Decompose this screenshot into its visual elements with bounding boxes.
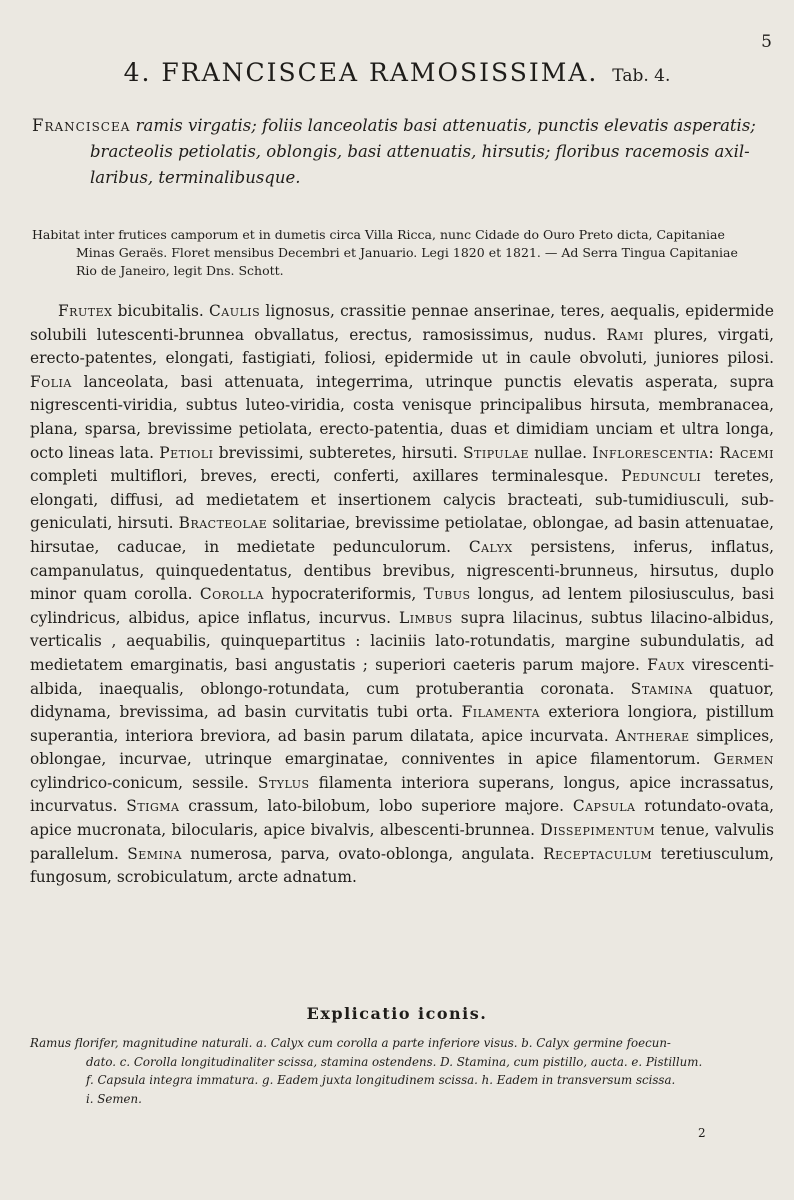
- term-folia: Folia: [30, 372, 72, 391]
- explicatio-line-3: f. Capsula integra immatura. g. Eadem juxta longitudinem scissa. h. Eadem in transversum scissa.: [86, 1073, 676, 1087]
- term-filamenta: Filamenta: [461, 703, 540, 722]
- term-stigma: Stigma: [126, 797, 180, 816]
- term-receptaculum: Receptaculum: [543, 844, 653, 863]
- explicatio-line-1: Ramus florifer, magnitudine naturali. a. Calyx cum corolla a parte inferiore visus. b. Calyx germine foecun-: [30, 1036, 671, 1050]
- diagnosis-line-3: laribus, terminalibusque.: [90, 168, 301, 187]
- plate-reference: Tab. 4.: [612, 66, 671, 86]
- text-filamenta: exteriora longiora, pistillum superantia, interiora breviora, ad basin parum dilatata, apice incurvata.: [30, 703, 774, 745]
- term-pedunculi: Pedunculi: [621, 467, 702, 486]
- habitat-line-3: Rio de Janeiro, legit Dns. Schott.: [76, 263, 284, 278]
- text-tubus: longus, ad lentem pilosiusculus, basi cylindricus, albidus, apice inflatus, incurvus.: [30, 585, 775, 627]
- diagnosis-line-1: ramis virgatis; foliis lanceolatis basi attenuatis, punctis elevatis asperatis;: [135, 116, 756, 135]
- term-dissepimentum: Dissepimentum: [540, 821, 655, 840]
- habitat-line-1: Habitat inter frutices camporum et in dumetis circa Villa Ricca, nunc Cidade do Ouro Preto dicta, Capitaniae: [32, 227, 725, 242]
- explicatio-paragraph: [30, 1034, 774, 1108]
- habitat-paragraph: [32, 226, 774, 280]
- text-corolla: hypocrateriformis,: [263, 585, 424, 604]
- text-stigma: crassum, lato-bilobum, lobo superiore majore.: [179, 797, 573, 816]
- text-stipulae: nullae.: [528, 443, 593, 462]
- term-caulis: Caulis: [208, 302, 261, 320]
- text-bracteolae: solitariae, brevissime petiolatae, oblongae, ad basin attenuatae, hirsutae, caducae, in medietate pedunculorum.: [30, 514, 774, 556]
- text-faux: virescenti-albida, inaequalis, oblongo-rotundata, cum protuberantia coronata.: [30, 655, 774, 698]
- term-bracteolae: Bracteolae: [178, 514, 268, 533]
- term-limbus: Limbus: [398, 608, 453, 627]
- text-dissepimentum: tenue, valvulis parallelum.: [30, 821, 775, 863]
- text-semina: numerosa, parva, ovato-oblonga, angulata.: [181, 844, 544, 863]
- page-number: 5: [761, 32, 772, 52]
- text-pedunculi: teretes, elongati, diffusi, ad medietatem et insertionem calycis bracteati, sub-tumidiusculi, sub-geniculati, hirsuti.: [30, 467, 774, 533]
- term-frutex: Frutex: [58, 302, 113, 320]
- text-rami: plures, virgati, erecto-patentes, elongati, fastigiati, foliosi, epidermide ut in caule obvoluti, juniores pilosi.: [30, 325, 774, 368]
- text-calyx: persistens, inferus, inflatus, campanulatus, quinquedentatus, dentibus brevibus, nigrescenti-brunneus, hirsutus, duplo minor quam corolla.: [30, 537, 774, 604]
- term-faux: Faux: [647, 655, 685, 674]
- term-capsula: Capsula: [572, 797, 636, 816]
- explicatio-line-4: i. Semen.: [86, 1091, 142, 1106]
- text-germen: cylindrico-conicum, sessile.: [30, 773, 258, 792]
- page-title: [0, 58, 794, 87]
- description-paragraph: [30, 300, 774, 890]
- diagnosis-genus: Franciscea: [32, 116, 131, 135]
- text-racemi: completi multiflori, breves, erecti, conferti, axillares terminalesque.: [30, 467, 622, 486]
- species-diagnosis: [32, 113, 772, 191]
- term-semina: Semina: [127, 844, 182, 863]
- signature-mark: 2: [698, 1126, 706, 1140]
- text-capsula: rotundato-ovata, apice mucronata, bilocularis, apice bivalvis, albescenti-brunnea.: [30, 797, 775, 840]
- text-petioli: brevissimi, subteretes, hirsuti.: [213, 443, 463, 462]
- text-antherae: simplices, oblongae, incurvae, utrinque emarginatae, conniventes in apice filamentorum.: [30, 726, 774, 769]
- text-stylus: filamenta interiora superans, longus, apice incrassatus, incurvatus.: [30, 773, 774, 816]
- term-calyx: Calyx: [468, 537, 513, 556]
- term-corolla: Corolla: [199, 585, 264, 604]
- term-petioli: Petioli: [159, 443, 214, 462]
- term-stipulae: Stipulae: [463, 443, 529, 462]
- term-racemi: Racemi: [719, 443, 774, 462]
- explicatio-heading: Explicatio iconis.: [306, 1004, 488, 1023]
- term-inflorescentia: Inflorescentia:: [592, 443, 715, 462]
- term-antherae: Antherae: [615, 726, 690, 745]
- diagnosis-line-2: bracteolis petiolatis, oblongis, basi attenuatis, hirsutis; floribus racemosis axil-: [90, 142, 750, 161]
- term-stamina: Stamina: [630, 679, 693, 698]
- text-stamina: quatuor, didynama, brevissima, ad basin curvitatis tubi orta.: [30, 679, 774, 722]
- text-limbus: supra lilacinus, subtus lilacino-albidus, verticalis , aequabilis, quinquepartitus : laciniis lato-rotundatis, margine subundulatis, ad medietatem emarginatis, basi angustatis ; superiori caeteris parum majore.: [30, 608, 774, 674]
- term-tubus: Tubus: [423, 585, 471, 604]
- species-title: 4. FRANCISCEA RAMOSISSIMA.: [123, 58, 599, 87]
- explicatio-line-2: dato. c. Corolla longitudinaliter scissa, stamina ostendens. D. Stamina, cum pistillo, aucta. e. Pistillum.: [86, 1054, 703, 1069]
- text-frutex: bicubitalis.: [112, 302, 209, 320]
- text-receptaculum: teretiusculum, fungosum, scrobiculatum, arcte adnatum.: [30, 844, 775, 887]
- term-germen: Germen: [713, 750, 774, 769]
- text-caulis: lignosus, crassitie pennae anserinae, teres, aequalis, epidermide solubili lutescenti-brunnea obvallatus, erectus, ramosissimus, nudus.: [30, 302, 774, 344]
- text-folia: lanceolata, basi attenuata, integerrima, utrinque punctis elevatis asperata, supra nigrescenti-viridia, subtus luteo-viridia, costa venisque principalibus hirsuta, membranacea, plana, sparsa, brevissime petiolata, erecto-patentia, duas et dimidiam unciam et ultra longa, octo lineas lata.: [30, 372, 774, 462]
- term-stylus: Stylus: [257, 773, 310, 792]
- term-rami: Rami: [606, 325, 644, 344]
- habitat-line-2: Minas Geraës. Floret mensibus Decembri et Januario. Legi 1820 et 1821. — Ad Serra Tingua Capitaniae: [76, 245, 738, 260]
